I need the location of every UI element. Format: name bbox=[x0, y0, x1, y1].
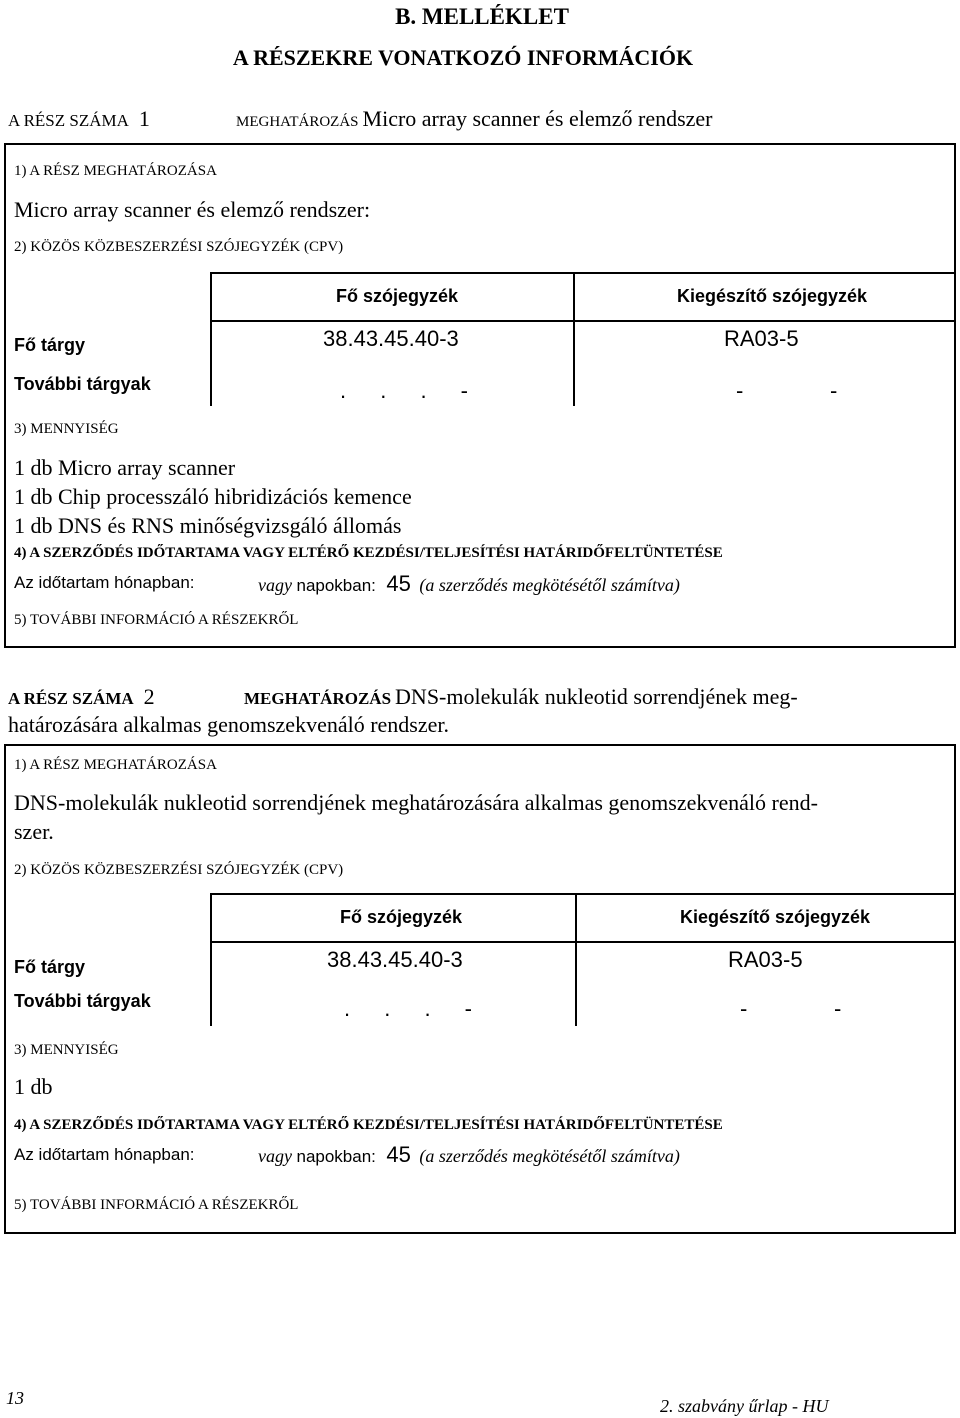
cpv-row-main-supp: RA03-5 bbox=[728, 947, 803, 972]
part2-section3-heading: 3) MENNYISÉG bbox=[14, 1042, 119, 1058]
cpv-row-other-label: További tárgyak bbox=[14, 374, 151, 394]
cpv-row-other-code: . . . - bbox=[340, 378, 482, 403]
part2-section1-text-line1: DNS-molekulák nukleotid sorrendjének meghatározására alkalmas genomszekvenáló rend- bbox=[14, 790, 818, 815]
duration-note: (a szerződés megkötésétől számítva) bbox=[419, 575, 680, 595]
duration-note: (a szerződés megkötésétől számítva) bbox=[419, 1146, 680, 1166]
duration-months-label: Az időtartam hónapban: bbox=[14, 1145, 195, 1164]
part1-number-row bbox=[8, 106, 150, 132]
cpv-row-other-supp-1: - bbox=[740, 996, 748, 1021]
cpv-table-left-border bbox=[210, 272, 212, 406]
part2-section1-heading: 1) A RÉSZ MEGHATÁROZÁSA bbox=[14, 757, 217, 773]
part1-title-row bbox=[236, 106, 713, 132]
cpv-row-other-label: További tárgyak bbox=[14, 991, 151, 1011]
cpv-table-top-border bbox=[210, 893, 956, 895]
cpv-table-mid-border bbox=[210, 941, 956, 943]
form-name: 2. szabvány űrlap - HU bbox=[660, 1396, 829, 1416]
duration-row bbox=[258, 571, 680, 597]
cpv-table-col-divider bbox=[573, 272, 575, 406]
cpv-row-main-code: 38.43.45.40-3 bbox=[323, 326, 459, 351]
duration-days: 45 bbox=[386, 1142, 411, 1167]
quantity-line-3: 1 db DNS és RNS minőségvizsgáló állomás bbox=[14, 513, 402, 538]
cpv-row-other-code: . . . - bbox=[344, 996, 486, 1021]
part-title-label: MEGHATÁROZÁS bbox=[244, 689, 392, 708]
cpv-col-main: Fő szójegyzék bbox=[336, 286, 459, 306]
part-number: 2 bbox=[143, 684, 155, 709]
cpv-table-col-divider bbox=[575, 893, 577, 1026]
part-title: Micro array scanner és elemző rendszer bbox=[362, 106, 713, 131]
duration-row bbox=[258, 1142, 680, 1168]
quantity-line-2: 1 db Chip processzáló hibridizációs kemence bbox=[14, 484, 412, 509]
part2-section5-heading: 5) TOVÁBBI INFORMÁCIÓ A RÉSZEKRŐL bbox=[14, 1197, 299, 1213]
cpv-row-main-label: Fő tárgy bbox=[14, 957, 86, 977]
duration-months-label: Az időtartam hónapban: bbox=[14, 573, 195, 592]
cpv-table-left-border bbox=[210, 893, 212, 1026]
duration-days-label: napokban: bbox=[296, 1147, 376, 1166]
cpv-table-top-border bbox=[210, 272, 956, 274]
annex-subtitle: A RÉSZEKRE VONATKOZÓ INFORMÁCIÓK bbox=[232, 45, 694, 70]
duration-or: vagy bbox=[258, 1146, 292, 1166]
duration-days: 45 bbox=[386, 571, 411, 596]
part1-section1-heading: 1) A RÉSZ MEGHATÁROZÁSA bbox=[14, 163, 217, 179]
part-number: 1 bbox=[138, 106, 150, 131]
cpv-row-main-supp: RA03-5 bbox=[724, 326, 799, 351]
part-number-label: A RÉSZ SZÁMA bbox=[8, 689, 134, 708]
part2-title-row bbox=[244, 684, 798, 710]
part2-quantity: 1 db bbox=[14, 1074, 53, 1099]
part1-section5-heading: 5) TOVÁBBI INFORMÁCIÓ A RÉSZEKRŐL bbox=[14, 612, 299, 628]
annex-title: B. MELLÉKLET bbox=[395, 4, 569, 29]
part-title-label: MEGHATÁROZÁS bbox=[236, 114, 359, 130]
page-number: 13 bbox=[6, 1388, 24, 1408]
cpv-row-other-supp-2: - bbox=[830, 378, 838, 403]
cpv-row-main-label: Fő tárgy bbox=[14, 335, 86, 355]
part2-section2-heading: 2) KÖZÖS KÖZBESZERZÉSI SZÓJEGYZÉK (CPV) bbox=[14, 862, 344, 878]
cpv-row-other-supp-2: - bbox=[834, 996, 842, 1021]
quantity-line-1: 1 db Micro array scanner bbox=[14, 455, 236, 480]
part1-section2-heading: 2) KÖZÖS KÖZBESZERZÉSI SZÓJEGYZÉK (CPV) bbox=[14, 239, 344, 255]
cpv-col-supp: Kiegészítő szójegyzék bbox=[680, 907, 871, 927]
cpv-col-main: Fő szójegyzék bbox=[340, 907, 463, 927]
cpv-row-main-code: 38.43.45.40-3 bbox=[327, 947, 463, 972]
cpv-row-other-supp-1: - bbox=[736, 378, 744, 403]
part-title: DNS-molekulák nukleotid sorrendjének meg- bbox=[395, 684, 798, 709]
cpv-col-supp: Kiegészítő szójegyzék bbox=[677, 286, 868, 306]
duration-or: vagy bbox=[258, 575, 292, 595]
part2-number-row bbox=[8, 684, 155, 710]
part2-title-line2: határozására alkalmas genomszekvenáló rendszer. bbox=[8, 712, 450, 737]
part2-section4-heading: 4) A SZERZŐDÉS IDŐTARTAMA VAGY ELTÉRŐ KEZDÉSI/TELJESÍTÉSI HATÁRIDŐFELTÜNTETÉSE bbox=[14, 1117, 723, 1133]
part1-section4-heading: 4) A SZERZŐDÉS IDŐTARTAMA VAGY ELTÉRŐ KEZDÉSI/TELJESÍTÉSI HATÁRIDŐFELTÜNTETÉSE bbox=[14, 545, 723, 561]
part-number-label: A RÉSZ SZÁMA bbox=[8, 111, 129, 130]
duration-days-label: napokban: bbox=[296, 576, 376, 595]
part1-section1-text: Micro array scanner és elemző rendszer: bbox=[14, 197, 371, 222]
part1-section3-heading: 3) MENNYISÉG bbox=[14, 421, 119, 437]
part2-section1-text-line2: szer. bbox=[14, 819, 54, 844]
cpv-table-mid-border bbox=[210, 320, 956, 322]
